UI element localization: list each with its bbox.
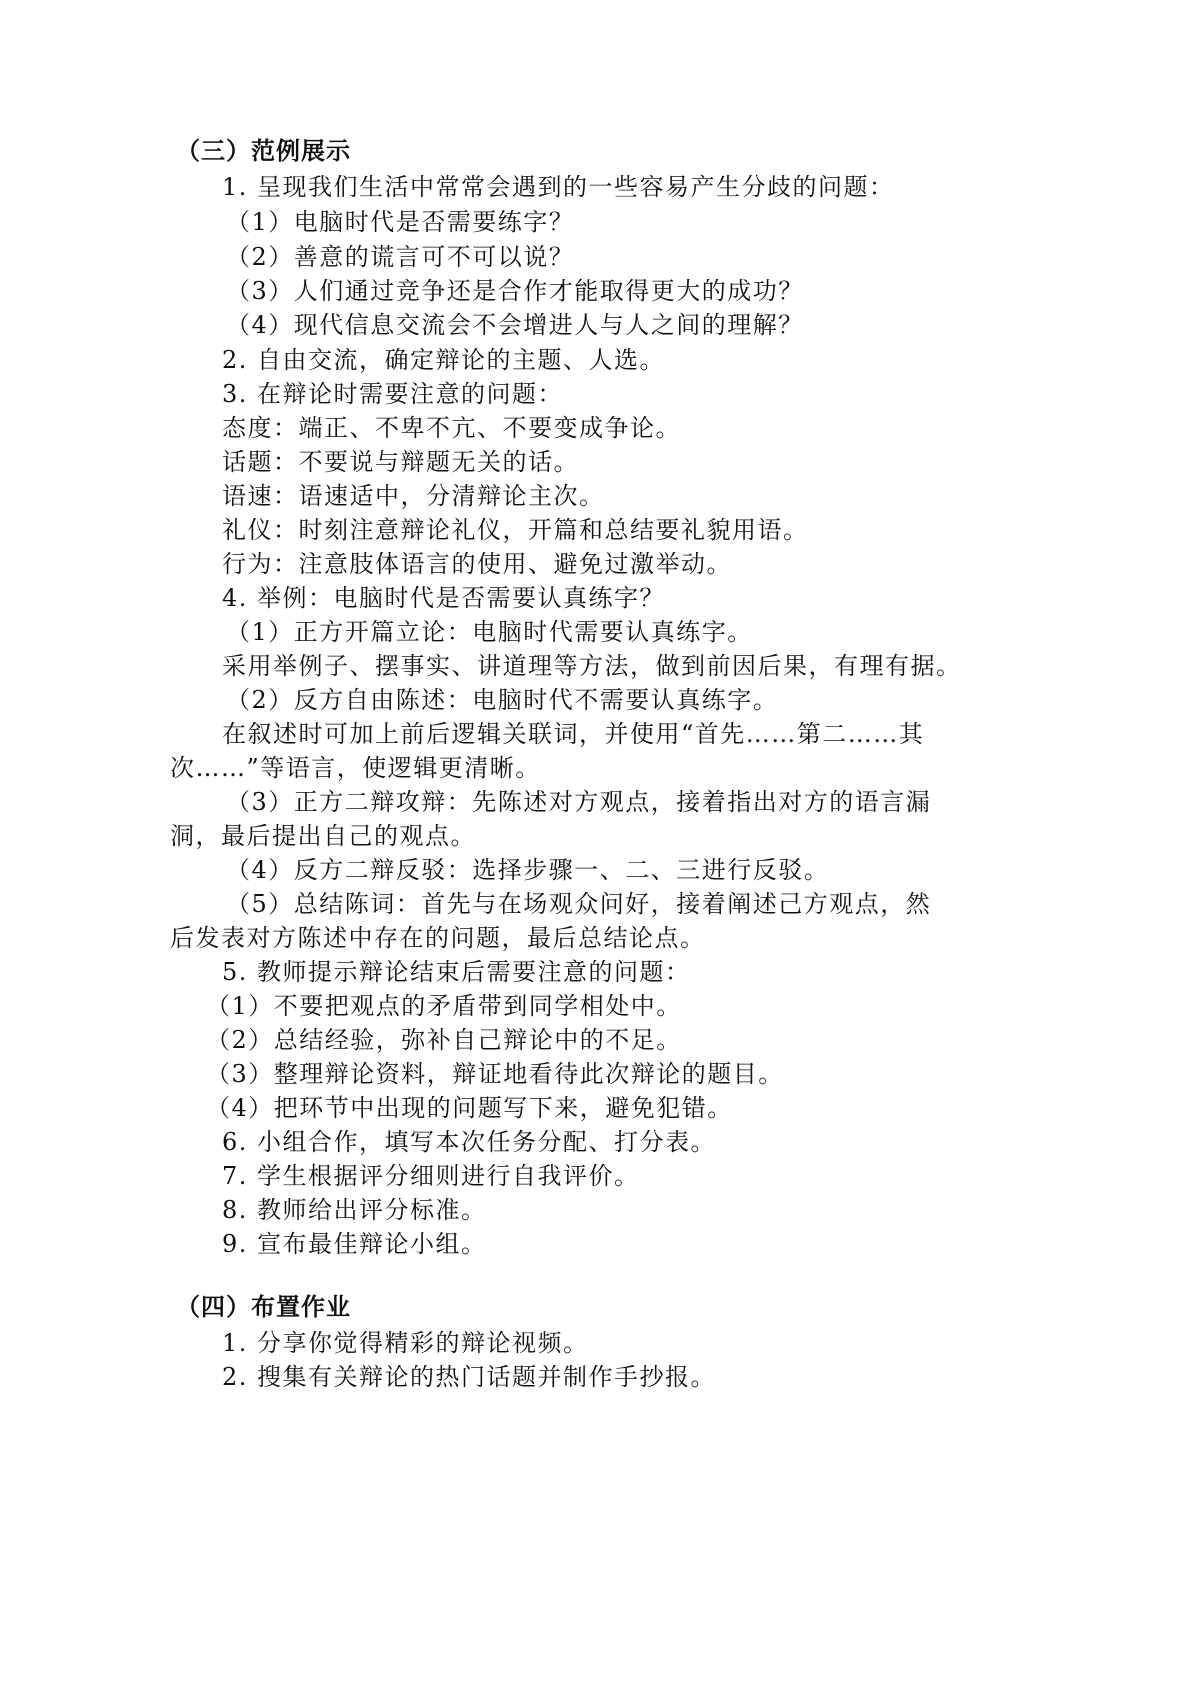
paragraph-line: （1）电脑时代是否需要练字？	[226, 208, 575, 236]
paragraph-line: 1. 呈现我们生活中常常会遇到的一些容易产生分歧的问题：	[222, 173, 895, 201]
paragraph-line: 在叙述时可加上前后逻辑关联词，并使用“首先……第二……其	[222, 720, 925, 748]
paragraph-line: 2. 搜集有关辩论的热门话题并制作手抄报。	[222, 1363, 717, 1391]
paragraph-line: 7. 学生根据评分细则进行自我评价。	[222, 1162, 640, 1190]
paragraph-line: （1）正方开篇立论：电脑时代需要认真练字。	[226, 618, 753, 646]
paragraph-line: 语速：语速适中，分清辩论主次。	[222, 482, 605, 510]
paragraph-line: 8. 教师给出评分标准。	[222, 1196, 487, 1224]
paragraph-line: （4）把环节中出现的问题写下来，避免犯错。	[206, 1094, 733, 1122]
paragraph-line: （2）反方自由陈述：电脑时代不需要认真练字。	[226, 686, 779, 714]
paragraph-line: （2）总结经验，弥补自己辩论中的不足。	[206, 1026, 682, 1054]
paragraph-line: 话题：不要说与辩题无关的话。	[222, 448, 579, 476]
paragraph-line: 后发表对方陈述中存在的问题，最后总结论点。	[170, 924, 706, 952]
paragraph-line: 6. 小组合作，填写本次任务分配、打分表。	[222, 1128, 717, 1156]
paragraph-line: 洞，最后提出自己的观点。	[170, 822, 476, 850]
paragraph-line: 行为：注意肢体语言的使用、避免过激举动。	[222, 550, 732, 578]
section-heading-demo: （三）范例展示	[176, 137, 351, 165]
paragraph-line: （1）不要把观点的矛盾带到同学相处中。	[206, 992, 682, 1020]
paragraph-line: （4）反方二辩反驳：选择步骤一、二、三进行反驳。	[226, 856, 830, 884]
paragraph-line: 2. 自由交流，确定辩论的主题、人选。	[222, 346, 666, 374]
paragraph-line: 次……”等语言，使逻辑更清晰。	[170, 754, 541, 782]
paragraph-line: 1. 分享你觉得精彩的辩论视频。	[222, 1329, 589, 1357]
paragraph-line: （3）人们通过竞争还是合作才能取得更大的成功？	[226, 277, 804, 305]
paragraph-line: 5. 教师提示辩论结束后需要注意的问题：	[222, 958, 691, 986]
paragraph-line: （5）总结陈词：首先与在场观众问好，接着阐述己方观点，然	[226, 890, 932, 918]
paragraph-line: 礼仪：时刻注意辩论礼仪，开篇和总结要礼貌用语。	[222, 516, 809, 544]
paragraph-line: （4）现代信息交流会不会增进人与人之间的理解？	[226, 311, 804, 339]
paragraph-line: 4. 举例：电脑时代是否需要认真练字？	[222, 584, 666, 612]
paragraph-line: （3）整理辩论资料，辩证地看待此次辩论的题目。	[206, 1060, 784, 1088]
paragraph-line: 9. 宣布最佳辩论小组。	[222, 1230, 487, 1258]
paragraph-line: （3）正方二辩攻辩：先陈述对方观点，接着指出对方的语言漏	[226, 788, 932, 816]
paragraph-line: 采用举例子、摆事实、讲道理等方法，做到前因后果，有理有据。	[222, 652, 962, 680]
section-heading-homework: （四）布置作业	[176, 1293, 351, 1321]
paragraph-line: 态度：端正、不卑不亢、不要变成争论。	[222, 414, 681, 442]
paragraph-line: 3. 在辩论时需要注意的问题：	[222, 380, 564, 408]
paragraph-line: （2）善意的谎言可不可以说？	[226, 243, 575, 271]
